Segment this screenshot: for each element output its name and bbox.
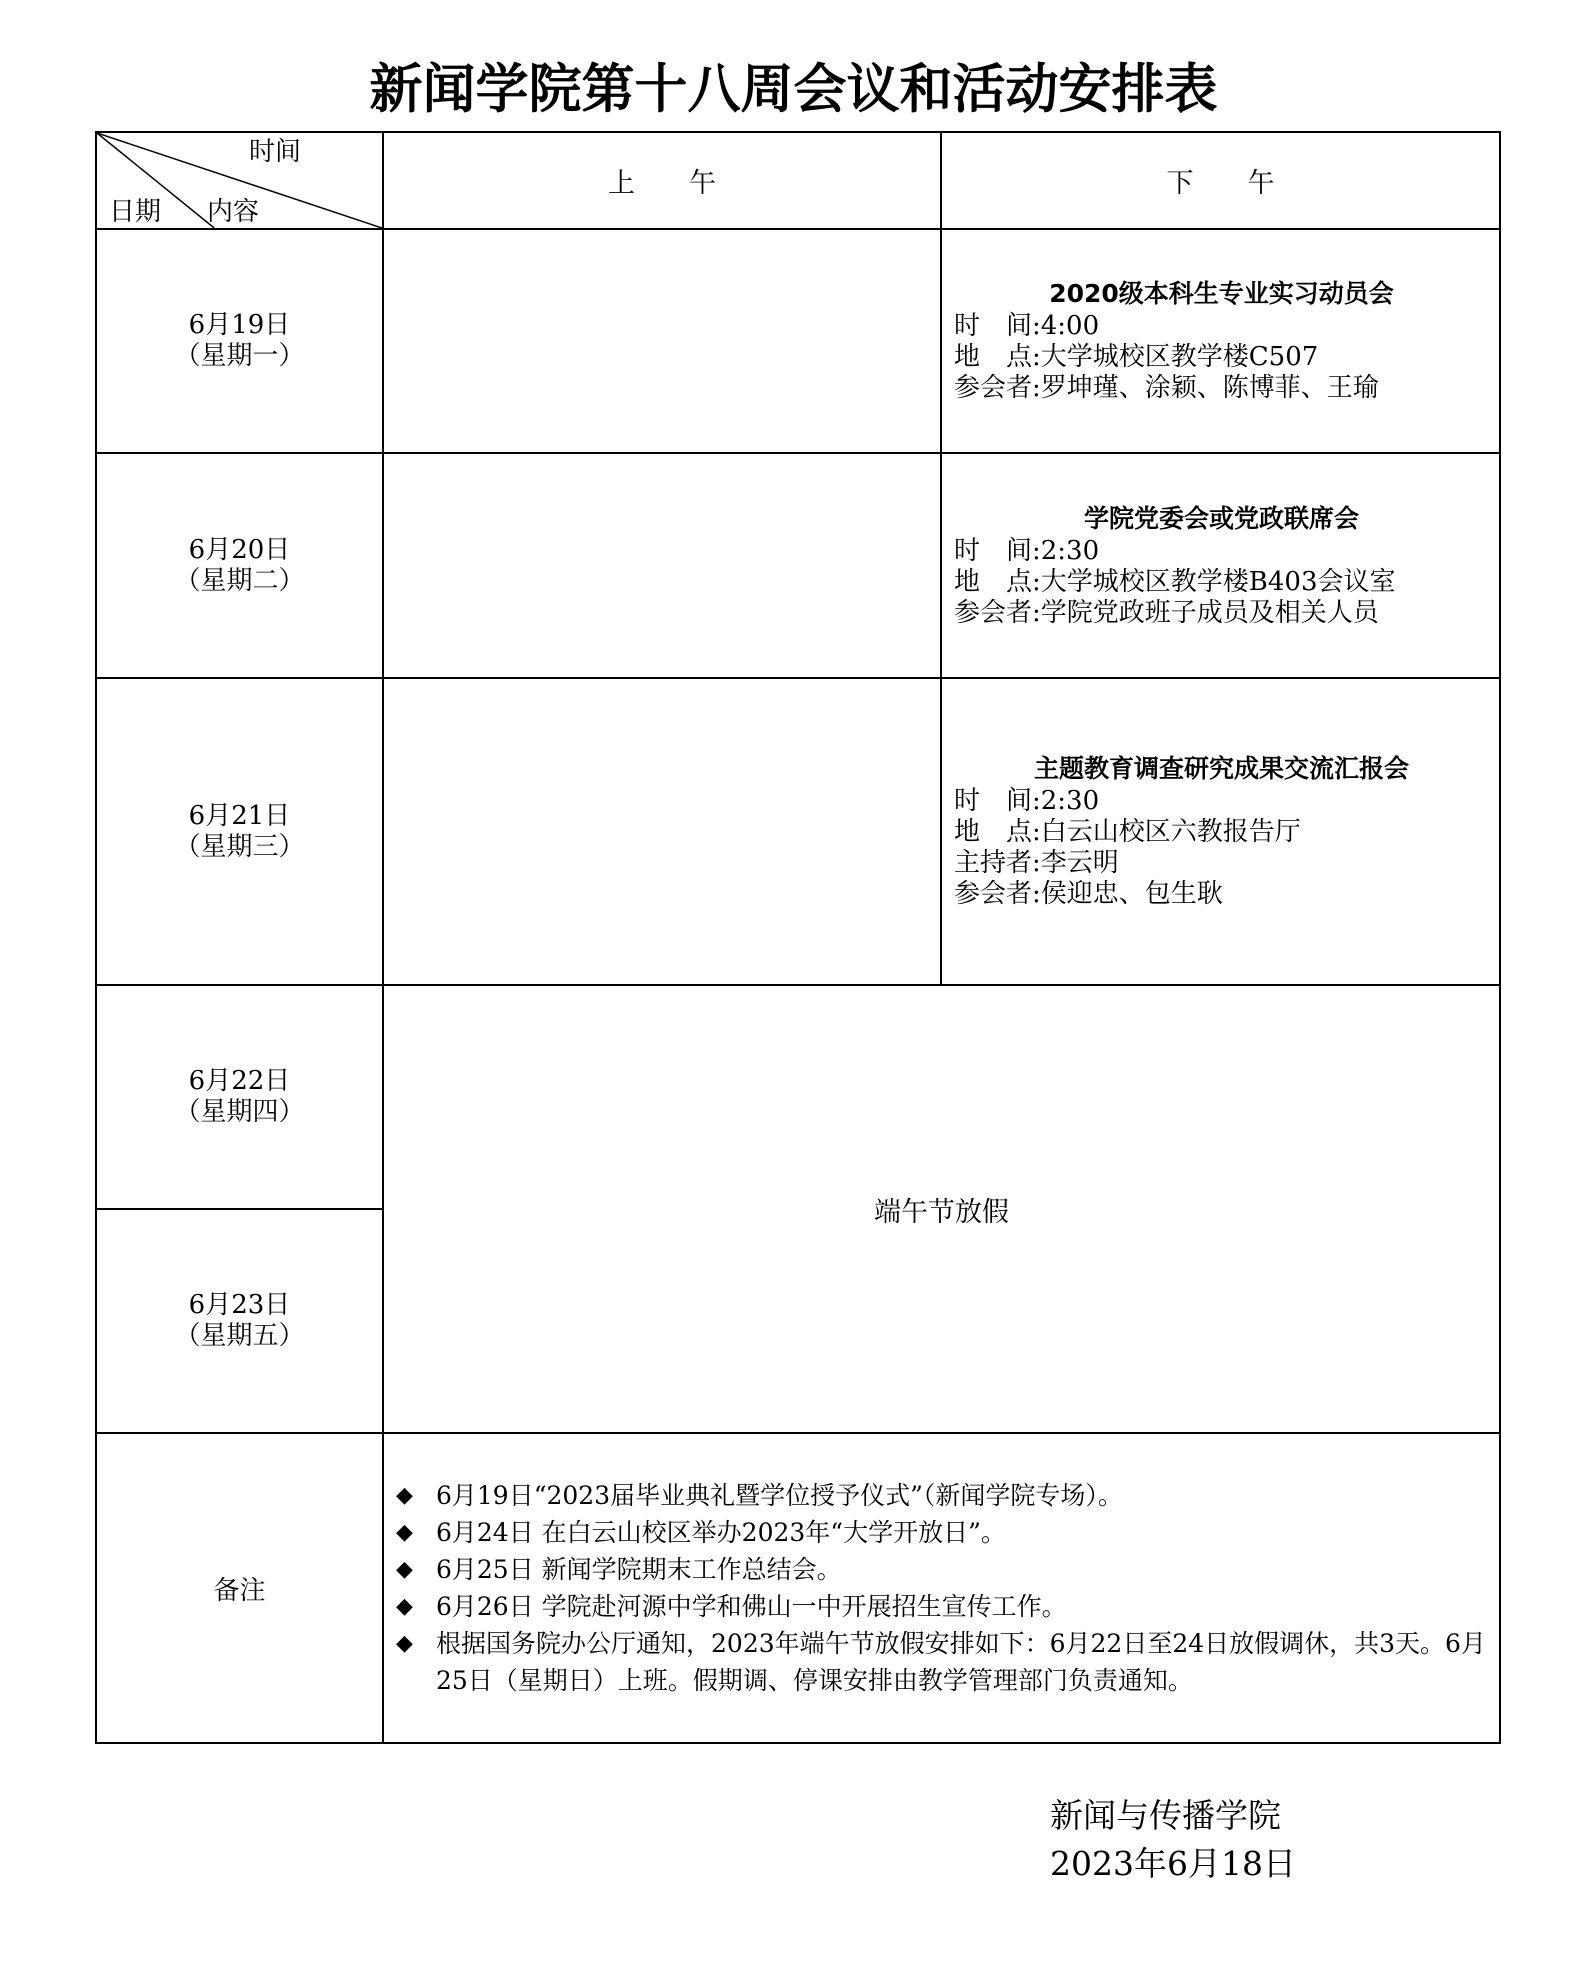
afternoon-event-cell	[941, 678, 1500, 985]
table-row	[96, 678, 1500, 985]
remark-item	[396, 1625, 1489, 1699]
diamond-bullet-icon: ◆	[396, 1483, 413, 1508]
event-attendees: 参会者:学院党政班子成员及相关人员	[954, 597, 1379, 628]
date-text: 6月20日	[188, 534, 291, 565]
header-row	[96, 132, 1500, 229]
event-location: 地 点:白云山校区六教报告厅	[954, 817, 1301, 847]
date-cell	[96, 453, 383, 678]
event-location: 地 点:大学城校区教学楼C507	[954, 342, 1319, 372]
diamond-bullet-icon: ◆	[396, 1631, 413, 1656]
schedule-table	[95, 131, 1501, 1744]
diagonal-header-cell	[96, 132, 383, 229]
afternoon-event-cell	[941, 229, 1500, 453]
morning-cell-empty	[383, 453, 941, 678]
remark-text: 6月26日 学院赴河源中学和佛山一中开展招生宣传工作。	[436, 1592, 1067, 1621]
remarks-row	[96, 1433, 1500, 1743]
morning-header: 上 午	[383, 132, 941, 229]
date-cell	[96, 678, 383, 985]
page-title: 新闻学院第十八周会议和活动安排表	[369, 59, 1218, 120]
remark-text: 6月24日 在白云山校区举办2023年“大学开放日”。	[436, 1518, 1006, 1547]
diag-time-label: 时间	[249, 137, 302, 167]
weekday-text: （星期一）	[174, 341, 305, 371]
date-cell	[96, 229, 383, 453]
diamond-bullet-icon: ◆	[396, 1520, 413, 1545]
date-text: 6月19日	[188, 310, 291, 340]
date-cell	[96, 1209, 383, 1433]
event-time: 时 间:4:00	[954, 311, 1100, 341]
diag-date-label: 日期	[109, 197, 162, 227]
morning-cell-empty	[383, 678, 941, 985]
table-row	[96, 985, 1500, 1209]
event-location: 地 点:大学城校区教学楼B403会议室	[954, 566, 1396, 597]
event-title: 2020级本科生专业实习动员会	[1049, 279, 1394, 308]
event-time: 时 间:2:30	[954, 535, 1100, 566]
remark-item	[396, 1551, 1489, 1588]
diamond-bullet-icon: ◆	[396, 1557, 413, 1582]
event-host: 主持者:李云明	[954, 848, 1119, 878]
diag-content-label: 内容	[207, 197, 260, 227]
remark-text: 6月25日 新闻学院期末工作总结会。	[436, 1555, 842, 1584]
event-title: 学院党委会或党政联席会	[1083, 503, 1359, 533]
remark-text: 根据国务院办公厅通知，2023年端午节放假安排如下：6月22日至24日放假调休，共3天。6月25日（星期日）上班。假期调、停课安排由教学管理部门负责通知。	[436, 1629, 1486, 1695]
weekday-text: （星期五）	[174, 1321, 305, 1351]
afternoon-event-cell	[941, 453, 1500, 678]
remarks-label: 备注	[96, 1433, 383, 1743]
holiday-cell: 端午节放假	[383, 985, 1500, 1433]
date-text: 6月23日	[188, 1290, 291, 1320]
event-attendees: 参会者:罗坤瑾、涂颖、陈博菲、王瑜	[954, 373, 1379, 403]
table-row	[96, 229, 1500, 453]
footer-organization: 新闻与传播学院	[1050, 1796, 1281, 1835]
weekday-text: （星期二）	[174, 565, 305, 596]
weekday-text: （星期四）	[174, 1097, 305, 1127]
table-row	[96, 453, 1500, 678]
remark-item	[396, 1588, 1489, 1625]
event-attendees: 参会者:侯迎忠、包生耿	[954, 879, 1223, 909]
weekday-text: （星期三）	[174, 831, 305, 862]
remark-item	[396, 1514, 1489, 1551]
event-time: 时 间:2:30	[954, 786, 1100, 816]
footer-date: 2023年6月18日	[1050, 1844, 1296, 1883]
date-text: 6月22日	[188, 1066, 291, 1096]
date-cell	[96, 985, 383, 1209]
remark-item	[396, 1477, 1489, 1514]
morning-cell-empty	[383, 229, 941, 453]
remarks-cell	[383, 1433, 1500, 1743]
date-text: 6月21日	[188, 800, 291, 831]
diamond-bullet-icon: ◆	[396, 1594, 413, 1619]
afternoon-header: 下 午	[941, 132, 1500, 229]
remark-text: 6月19日“2023届毕业典礼暨学位授予仪式”（新闻学院专场）。	[436, 1481, 1123, 1510]
event-title: 主题教育调查研究成果交流汇报会	[1033, 754, 1409, 783]
